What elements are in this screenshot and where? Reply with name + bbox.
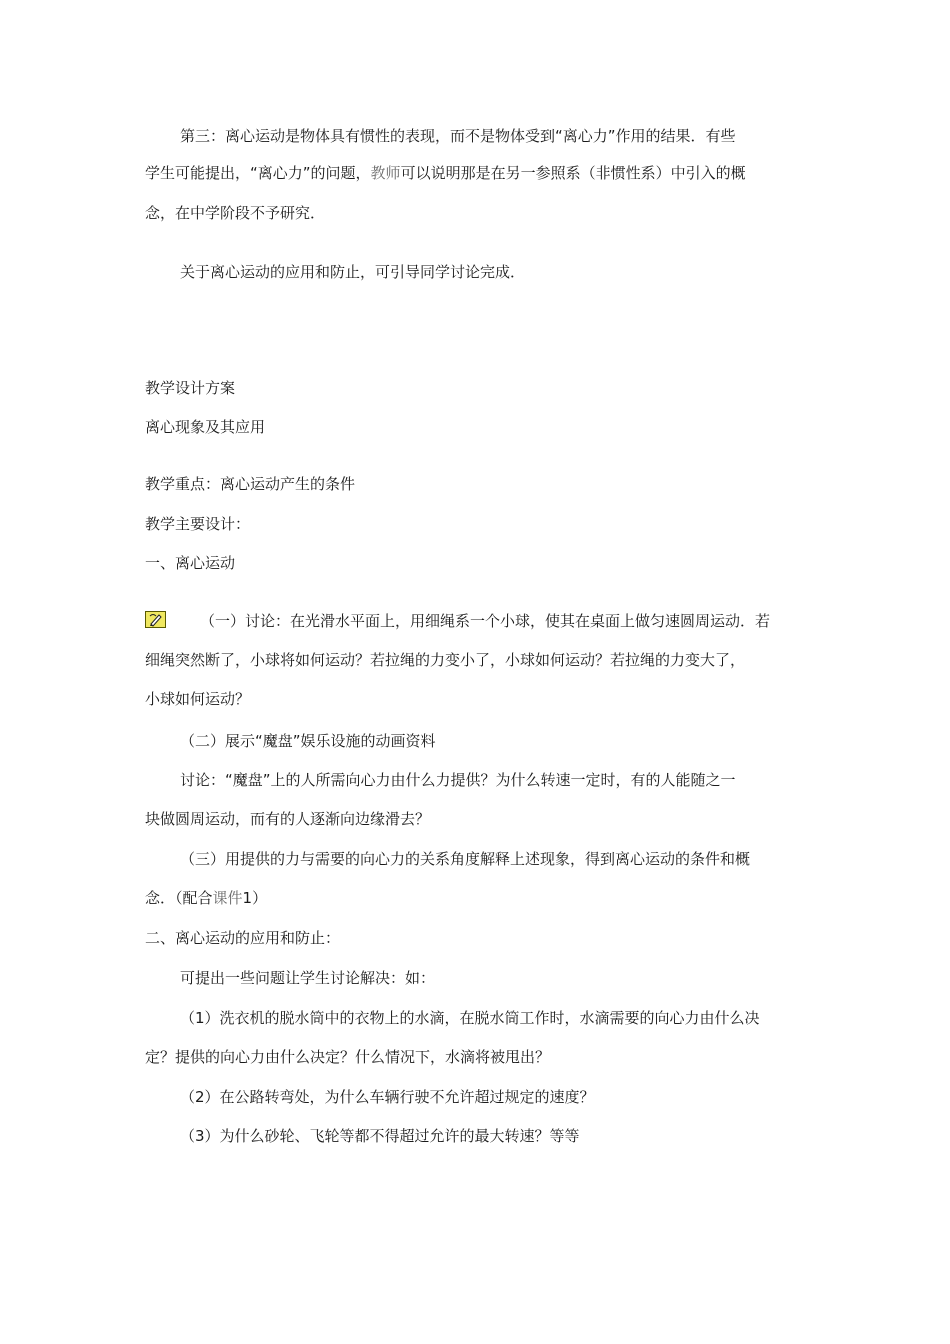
discussion-3-line2: 块做圆周运动，而有的人逐渐向边缘滑去？: [145, 810, 431, 828]
heading-design-plan: 教学设计方案: [145, 379, 236, 397]
discussion-4-line1: （三）用提供的力与需要的向心力的关系角度解释上述现象，得到离心运动的条件和概: [180, 850, 751, 868]
courseware-link[interactable]: 课件: [212, 889, 243, 907]
question-intro: 可提出一些问题让学生讨论解决：如：: [180, 969, 436, 987]
question-3: （3）为什么砂轮、飞轮等都不得超过允许的最大转速？等等: [180, 1127, 580, 1145]
discussion-3-line1: 讨论：“魔盘”上的人所需向心力由什么力提供？为什么转速一定时，有的人能随之一: [180, 771, 736, 789]
question-2: （2）在公路转弯处，为什么车辆行驶不允许超过规定的速度？: [180, 1088, 595, 1106]
main-design-label: 教学主要设计：: [145, 515, 251, 533]
discussion-1-line1: （一）讨论：在光滑水平面上，用细绳系一个小球，使其在桌面上做匀速圆周运动．若: [200, 612, 771, 630]
teacher-link[interactable]: 教师: [370, 164, 401, 182]
discussion-1-line3: 小球如何运动？: [145, 690, 251, 708]
para-third-line3: 念，在中学阶段不予研究．: [145, 204, 326, 222]
heading-topic: 离心现象及其应用: [145, 418, 266, 436]
section-heading-1: 一、离心运动: [145, 554, 236, 572]
key-point: 教学重点：离心运动产生的条件: [145, 475, 356, 493]
question-1-line2: 定？提供的向心力由什么决定？什么情况下，水滴将被甩出？: [145, 1048, 551, 1066]
para-discussion: 关于离心运动的应用和防止，可引导同学讨论完成．: [180, 263, 526, 281]
pencil-icon[interactable]: [145, 611, 166, 628]
text-segment: 1）: [242, 889, 268, 907]
text-segment: 念．（配合: [145, 889, 213, 907]
discussion-1-line2: 细绳突然断了，小球将如何运动？若拉绳的力变小了，小球如何运动？若拉绳的力变大了，: [145, 651, 746, 669]
para-third-line1: 第三：离心运动是物体具有惯性的表现，而不是物体受到“离心力”作用的结果．有些: [180, 127, 736, 145]
discussion-4-line2: [145, 888, 267, 908]
section-heading-2: 二、离心运动的应用和防止：: [145, 929, 341, 947]
discussion-2: （二）展示“魔盘”娱乐设施的动画资料: [180, 732, 436, 750]
text-segment: 可以说明那是在另一参照系（非惯性系）中引入的概: [400, 164, 746, 182]
text-segment: 学生可能提出，“离心力”的问题，: [145, 164, 371, 182]
question-1-line1: （1）洗衣机的脱水筒中的衣物上的水滴，在脱水筒工作时，水滴需要的向心力由什么决: [180, 1009, 760, 1027]
para-third-line2: [145, 163, 746, 183]
